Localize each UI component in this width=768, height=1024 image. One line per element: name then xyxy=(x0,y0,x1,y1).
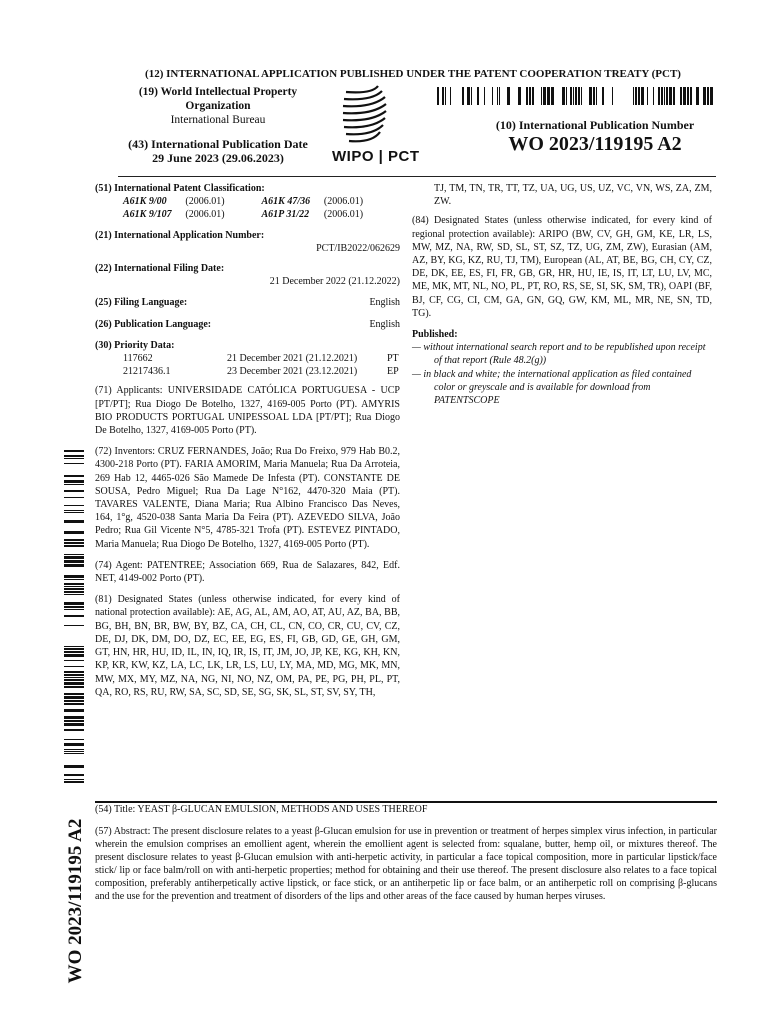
ipc-classes xyxy=(95,195,400,221)
barcode-bar xyxy=(666,87,668,105)
barcode-bar xyxy=(467,87,470,105)
barcode-bar xyxy=(581,87,582,105)
barcode-bar xyxy=(507,87,510,105)
barcode-bar xyxy=(64,729,84,731)
barcode-bar xyxy=(64,671,84,673)
organization-line-1: (19) World Intellectual Property xyxy=(138,86,298,98)
barcode-bar xyxy=(64,484,84,485)
barcode-bar xyxy=(64,666,84,667)
barcode-bar xyxy=(573,87,574,105)
publication-date-value: 29 June 2023 (29.06.2023) xyxy=(152,151,284,165)
ipc-label: (51) International Patent Classification: xyxy=(95,183,265,194)
filing-language-value: English xyxy=(369,297,400,309)
barcode-bar xyxy=(499,87,500,105)
barcode-bar xyxy=(696,87,699,105)
barcode-bar xyxy=(64,625,84,626)
barcode-bar xyxy=(64,602,84,605)
priority-country: PT xyxy=(387,353,399,365)
barcode-bar xyxy=(664,87,665,105)
barcode-bar xyxy=(64,686,84,688)
barcode-bar xyxy=(518,87,521,105)
barcode-bar xyxy=(669,87,672,105)
publication-language-value: English xyxy=(369,318,400,330)
barcode-bar xyxy=(64,765,84,768)
designated-states-regional: (84) Designated States (unless otherwise indicated, for every kind of regional protection available): ARIPO (BW, CV, GH, GM, KE, LR, LS, MW, MZ, NA, RW, SD, SL, ST, SZ, TZ, UG, ZM, ZW), Eurasian (AM, AZ, BY, KG, KZ, RU, TJ, TM), European (AL, AT, BE, BG, CH, CY, CZ, DE, DK, EE, ES, FI, FR, GB, GR, HR, HU, IE, IS, IT, LT, LU, LV, MC, ME, MK, MT, NL, NO, PL, PT, RO, RS, SE, SI, SK, SM, TR), OAPI (BF, BJ, CF, CG, CI, CM, GA, GN, GQ, GW, KM, ML, MR, NE, SN, TD, TG). xyxy=(412,215,712,319)
filing-language-label: (25) Filing Language: xyxy=(95,297,188,309)
priority-data xyxy=(95,352,400,378)
barcode-bar xyxy=(526,87,528,105)
barcode-bar xyxy=(64,505,84,506)
priority-row xyxy=(95,352,400,365)
barcode-bar xyxy=(64,716,84,719)
barcode-bar xyxy=(442,87,444,105)
barcode-bar xyxy=(541,87,542,105)
barcode-bar xyxy=(64,774,84,776)
priority-data-label: (30) Priority Data: xyxy=(95,339,175,351)
bibliographic-left-column xyxy=(95,182,400,699)
barcode-bar xyxy=(661,87,663,105)
priority-date: 23 December 2021 (23.12.2021) xyxy=(227,366,358,378)
ipc-code: A61K 9/00 xyxy=(123,196,167,208)
barcode-bar xyxy=(64,703,84,705)
organization-line-3: International Bureau xyxy=(170,114,266,126)
barcode-side xyxy=(64,450,84,790)
barcode-bar xyxy=(64,583,84,585)
barcode-bar xyxy=(64,490,84,492)
barcode-bar xyxy=(492,87,493,105)
barcode-bar xyxy=(471,87,472,105)
ipc-version: (2006.01) xyxy=(323,196,364,208)
barcode-bar xyxy=(64,480,84,483)
barcode-bar xyxy=(64,531,84,534)
barcode-bar xyxy=(562,87,565,105)
barcode-bar xyxy=(547,87,550,105)
barcode-bar xyxy=(64,739,84,740)
barcode-bar xyxy=(653,87,654,105)
barcode-bar xyxy=(64,586,84,587)
barcode-bar xyxy=(635,87,637,105)
barcode-bar xyxy=(64,560,84,563)
barcode-bar xyxy=(64,651,84,653)
barcode-bar xyxy=(64,682,84,685)
barcode-bar xyxy=(64,609,84,610)
barcode-bar xyxy=(575,87,577,105)
barcode-bar xyxy=(64,696,84,699)
barcode-bar xyxy=(64,512,84,513)
barcode-bar xyxy=(64,463,84,464)
applicants: (71) Applicants: UNIVERSIDADE CATÓLICA PORTUGUESA - UCP [PT/PT]; Rua Diogo De Botelho, 1327, 4169-005 Porto (PT). AMYRIS BIO PRODUCTS PORTUGAL UNIPESSOAL LDA [PT/PT]; Rua Diogo De Botelho, 1327, 4169-005 Porto (PT). xyxy=(95,385,400,437)
barcode-bar xyxy=(64,588,84,590)
barcode-bar xyxy=(64,554,84,555)
barcode-bar xyxy=(612,87,613,105)
barcode-bar xyxy=(64,749,84,750)
ipc-row xyxy=(123,208,400,221)
barcode-bar xyxy=(64,497,84,498)
barcode-bar xyxy=(64,542,84,544)
barcode-bar xyxy=(64,556,84,559)
barcode-bar xyxy=(64,539,84,541)
organization-block xyxy=(118,85,318,127)
barcode-bar xyxy=(445,87,446,105)
wipo-logo xyxy=(338,84,400,146)
barcode-bar xyxy=(543,87,546,105)
barcode-bar xyxy=(64,654,84,657)
wipo-pct-wordmark: WIPO | PCT xyxy=(332,148,420,165)
barcode-bar xyxy=(532,87,534,105)
barcode-bar xyxy=(64,720,84,722)
barcode-bar xyxy=(437,87,439,105)
barcode-bar xyxy=(589,87,592,105)
barcode-bar xyxy=(593,87,595,105)
barcode-bar xyxy=(64,606,84,608)
barcode-bar xyxy=(64,510,84,511)
barcode-bar xyxy=(64,779,84,780)
publication-number-label: (10) International Publication Number xyxy=(495,118,695,132)
publication-date-label: (43) International Publication Date xyxy=(128,137,308,151)
filing-date-label: (22) International Filing Date: xyxy=(95,263,225,275)
barcode-bar xyxy=(64,591,84,593)
barcode-bar xyxy=(64,475,84,477)
barcode-bar xyxy=(687,87,689,105)
barcode-bar xyxy=(707,87,709,105)
ipc-row xyxy=(123,195,400,208)
barcode-bar xyxy=(64,594,84,595)
priority-country: EP xyxy=(387,366,399,378)
barcode-bar xyxy=(450,87,451,105)
barcode-bar xyxy=(596,87,597,105)
ipc-code: A61K 47/36 xyxy=(261,196,311,208)
document-top-title: (12) INTERNATIONAL APPLICATION PUBLISHED UNDER THE PATENT COOPERATION TREATY (PCT) xyxy=(145,68,681,80)
barcode-bar xyxy=(64,646,84,647)
barcode-bar xyxy=(578,87,580,105)
organization-line-2: Organization xyxy=(185,100,251,112)
barcode-bar xyxy=(64,751,84,752)
barcode-bar xyxy=(710,87,713,105)
barcode-bar xyxy=(658,87,660,105)
abstract: (57) Abstract: The present disclosure relates to a yeast β-Glucan emulsion for use in prevention or treatment of herpes simplex virus infection, in particular wherein the emulsion comprises an emollient agent, wherein the emollient agent is selected from: squalane, butter, hemp oil, or mixtures thereof. The present disclosure relates to yeast β-Glucan emulsion with anti-herpetic activity, in particular a face topical composition, more in particular lipstick/face stick/ lip or face balm/roll on with anti-herpetic properties; method for obtaining and their use thereof. The present disclosure also relates to a face topical composition, preferably antiherpetically active lipstick, or face stick, or an antiherpetic lip or face balm, or an antiherpetic roll on comprising β-glucans and the use for the prevention and treatment of disorders of the lips and other areas of the face caused by human herpes viruses. xyxy=(95,826,717,902)
barcode-bar xyxy=(680,87,682,105)
ipc-code: A61K 9/107 xyxy=(123,209,172,221)
priority-number: 117662 xyxy=(123,353,153,365)
barcode-top-graphic xyxy=(437,87,715,105)
application-number-value: PCT/IB2022/062629 xyxy=(316,242,400,254)
filing-language-row xyxy=(95,296,400,309)
barcode-bar xyxy=(64,450,84,452)
barcode-bar xyxy=(566,87,567,105)
barcode-bar xyxy=(551,87,554,105)
designated-states-national-continued: TJ, TM, TN, TR, TT, TZ, UA, UG, US, UZ, VC, VN, WS, ZA, ZM, ZW. xyxy=(434,183,712,208)
barcode-bar xyxy=(64,660,84,661)
priority-row xyxy=(95,365,400,378)
barcode-top xyxy=(437,87,715,105)
barcode-bar xyxy=(64,520,84,523)
published-note: — without international search report and to be republished upon receipt of that report (Rule 48.2(g)) xyxy=(412,342,706,367)
barcode-bar xyxy=(462,87,464,105)
wipo-arcs-icon xyxy=(338,84,400,146)
barcode-bar xyxy=(529,87,531,105)
barcode-bar xyxy=(64,753,84,754)
barcode-bar xyxy=(64,648,84,650)
barcode-bar xyxy=(64,677,84,678)
priority-number: 21217436.1 xyxy=(123,366,171,378)
published-note: — in black and white; the international application as filed contained color or greyscale and is available for download from PATENTSCOPE xyxy=(412,368,692,407)
barcode-bar xyxy=(64,545,84,547)
barcode-bar xyxy=(64,575,84,578)
barcode-bar xyxy=(647,87,648,105)
barcode-bar xyxy=(64,458,84,459)
publication-date-block xyxy=(118,137,318,165)
barcode-bar xyxy=(703,87,706,105)
barcode-bar xyxy=(570,87,572,105)
barcode-bar xyxy=(497,87,498,105)
side-publication-number: WO 2023/119195 A2 xyxy=(65,818,86,984)
ipc-version: (2006.01) xyxy=(185,196,225,208)
barcode-bar xyxy=(64,679,84,681)
barcode-bar xyxy=(633,87,634,105)
header-divider xyxy=(118,176,716,177)
priority-date: 21 December 2021 (21.12.2021) xyxy=(227,353,358,365)
barcode-side-graphic xyxy=(64,450,84,790)
inventors: (72) Inventors: CRUZ FERNANDES, João; Rua Do Freixo, 979 Hab B0.2, 4300-218 Porto (PT). FARIA AMORIM, Maria Manuela; Rua Da Arroteia, 269 Hab 12, 4465-026 São Mamede De Infesta (PT). CONSTANTE DE SOUSA, Pedro Miguel; Rua Da Lage N°162, 4470-320 Maia (PT). TAVARES VALENTE, Diana Maria; Rua Albino Francisco Das Neves, 164, 1°g, 4520-038 Santa Maria Da Feira (PT). AZEVEDO SILVA, João Pedro; Rua Gil Vicente N°5, 4785-321 Trofa (PT). ESTEVEZ PINTADO, Maria Manuela; Rua Diogo De Botelho, 1327, 4169-005 Porto (PT). xyxy=(95,446,400,550)
agent: (74) Agent: PATENTREE; Association 669, Rua de Salazares, 842, Edf. NET, 4149-002 Porto (PT). xyxy=(95,559,400,585)
barcode-bar xyxy=(683,87,686,105)
barcode-bar xyxy=(477,87,479,105)
barcode-bar xyxy=(64,674,84,676)
barcode-bar xyxy=(64,579,84,580)
barcode-bar xyxy=(64,615,84,617)
barcode-bar xyxy=(64,723,84,726)
designated-states-national: (81) Designated States (unless otherwise indicated, for every kind of national protection available): AE, AG, AL, AM, AO, AT, AU, AZ, BA, BB, BG, BH, BN, BR, BW, BY, BZ, CA, CH, CL, CN, CO, CR, CU, CV, CZ, DE, DJ, DK, DM, DO, DZ, EC, EE, EG, ES, FI, GB, GD, GE, GH, GM, GT, HN, HR, HU, ID, IL, IN, IQ, IR, IS, IT, JM, JO, JP, KE, KG, KH, KN, KP, KR, KW, KZ, LA, LC, LK, LR, LS, LU, LY, MA, MD, MG, MK, MN, MW, MX, MY, MZ, NA, NG, NI, NO, NZ, OM, PA, PE, PG, PH, PL, PT, QA, RO, RS, RU, RW, SA, SC, SD, SE, SG, SK, SL, ST, SV, SY, TH, xyxy=(95,594,400,698)
ipc-version: (2006.01) xyxy=(323,209,364,221)
ipc-code: A61P 31/22 xyxy=(261,209,310,221)
bibliographic-right-column xyxy=(412,182,712,407)
application-number-label: (21) International Application Number: xyxy=(95,229,265,241)
publication-number: WO 2023/119195 A2 xyxy=(508,133,682,155)
barcode-bar xyxy=(64,709,84,712)
barcode-bar xyxy=(602,87,604,105)
barcode-bar xyxy=(64,700,84,702)
barcode-bar xyxy=(64,455,84,457)
published-label: Published: xyxy=(412,329,458,341)
publication-language-label: (26) Publication Language: xyxy=(95,318,212,330)
barcode-bar xyxy=(641,87,644,105)
barcode-bar xyxy=(64,781,84,783)
invention-title: (54) Title: YEAST β-GLUCAN EMULSION, METHODS AND USES THEREOF xyxy=(95,804,428,815)
barcode-bar xyxy=(673,87,675,105)
barcode-bar xyxy=(690,87,692,105)
barcode-bar xyxy=(64,564,84,567)
published-notes xyxy=(412,341,712,407)
barcode-bar xyxy=(638,87,640,105)
publication-language-row xyxy=(95,318,400,331)
barcode-bar xyxy=(64,743,84,746)
barcode-bar xyxy=(64,693,84,695)
barcode-bar xyxy=(484,87,485,105)
filing-date-value: 21 December 2022 (21.12.2022) xyxy=(269,276,400,288)
ipc-version: (2006.01) xyxy=(185,209,225,221)
